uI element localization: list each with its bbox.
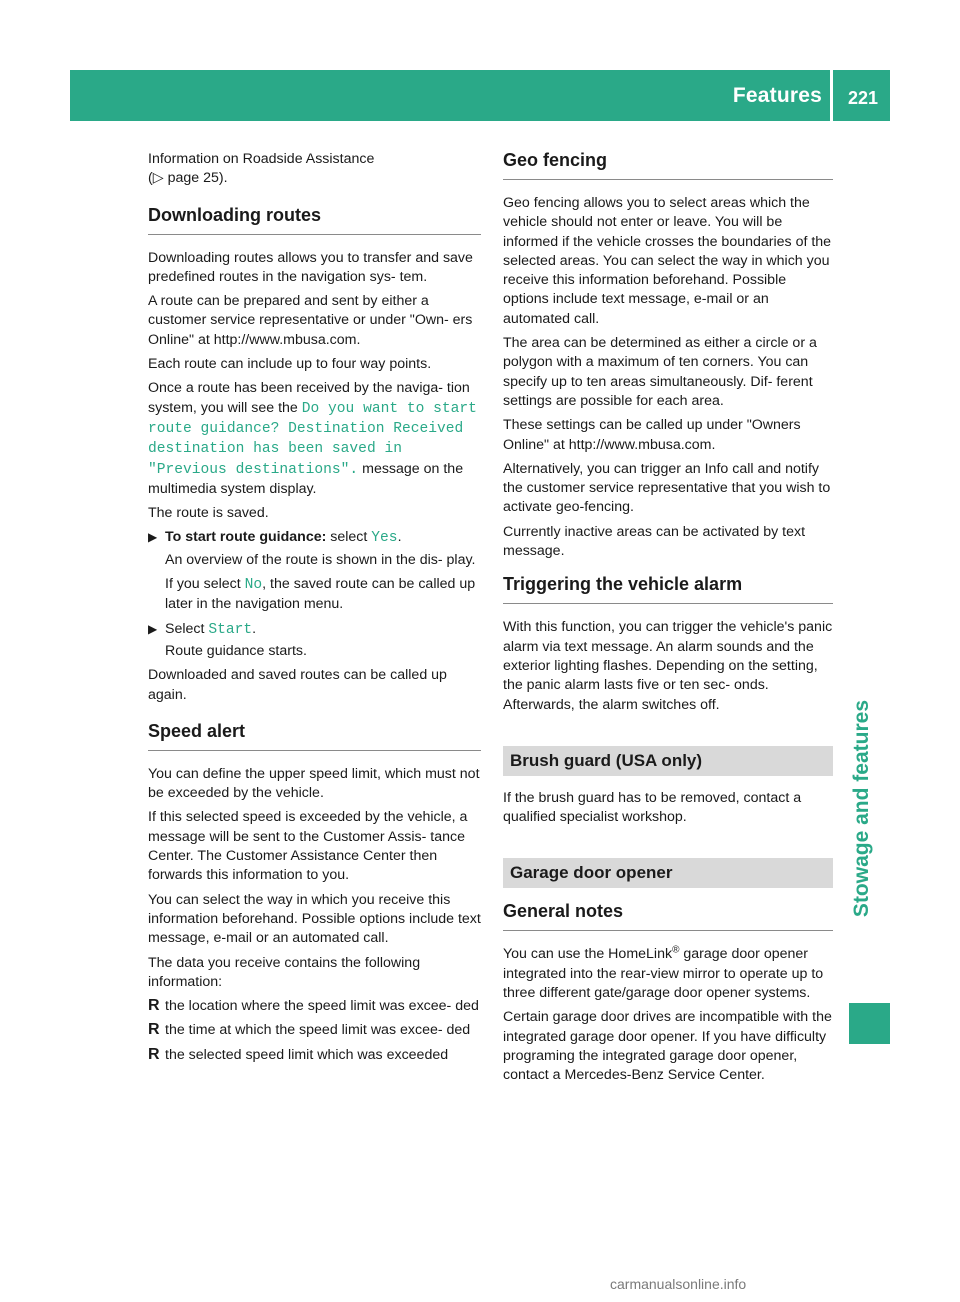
speed-p3: You can select the way in which you receive this information beforehand. Possible options include text message, e-mail or an automated call. (148, 891, 481, 947)
step-arrow-icon: ▶ (148, 621, 158, 636)
step-end: . (397, 529, 402, 546)
downloading-p4-prefix: Once a route has been received by the naviga- tion system, you will see the (148, 380, 470, 416)
garage-p1-suffix: garage door opener integrated into the rear-view mirror to operate up to three different gate/garage door opener systems. (503, 946, 824, 1002)
list-item: R the time at which the speed limit was excee- ded (148, 1021, 471, 1039)
step-end: . (252, 620, 257, 637)
side-tab-marker (849, 1003, 890, 1044)
downloading-p3: Each route can include up to four way points. (148, 356, 432, 373)
geo-p1: Geo fencing allows you to select areas which the vehicle should not enter or leave. You will be informed if the vehicle crosses the boundaries of the selected areas. You can select the way in which you receive this information beforehand. Possible options include text message, e-mail or an automated call. (503, 195, 832, 327)
step-label: To start route guidance: (165, 529, 327, 546)
list-item: R the selected speed limit which was exceeded (148, 1045, 449, 1063)
registered-mark: ® (672, 944, 680, 956)
step-select-start (148, 620, 481, 662)
bullet-icon: R (148, 1021, 160, 1039)
garage-p2: Certain garage door drives are incompatible with the integrated garage door opener. If you have difficulty programing the integrated garage door opener, contact a Mercedes-Benz Service Center. (503, 1009, 832, 1084)
alarm-p1: With this function, you can trigger the vehicle's panic alarm via text message. An alarm sounds and the exterior lighting flashes. Depending on the setting, the panic alarm lasts five or ten sec- onds. Afterwards, the alarm switches off. (503, 619, 833, 713)
step-arrow-icon: ▶ (148, 530, 158, 545)
page-section-title: Features (732, 84, 822, 107)
step-note-suffix: , the saved route can be called up later in the navigation menu. (165, 576, 476, 613)
bullet-icon: R (148, 1045, 160, 1063)
downloading-p2: A route can be prepared and sent by either a customer service representative or under "Own- ers Online" at http://www.mbusa.com. (148, 293, 473, 348)
option-start: Start (208, 621, 253, 638)
downloading-p5: The route is saved. (148, 505, 269, 522)
list-item: R the location where the speed limit was excee- ded (148, 997, 479, 1015)
heading-general-notes: General notes (503, 901, 833, 931)
right-column (503, 150, 833, 1091)
speed-p4: The data you receive contains the following information: (148, 954, 421, 990)
geo-p4: Alternatively, you can trigger an Info call and notify the customer service representative that you wish to activate geo-fencing. (503, 460, 831, 516)
downloading-p4-suffix: message on the multimedia system display. (148, 460, 464, 497)
step-note-prefix: If you select (165, 576, 245, 593)
downloading-p6: Downloaded and saved routes can be called up again. (148, 667, 447, 703)
heading-brush-guard: Brush guard (USA only) (503, 746, 833, 776)
roadside-reference (148, 150, 481, 189)
step-start-route-guidance (148, 528, 481, 614)
heading-downloading-routes: Downloading routes (148, 205, 481, 235)
brush-p1: If the brush guard has to be removed, contact a qualified specialist workshop. (503, 789, 802, 826)
page-ref-arrow-icon: ▷ (152, 170, 164, 187)
step-text: select (326, 529, 372, 546)
downloading-p4 (148, 379, 481, 499)
option-yes: Yes (371, 530, 398, 547)
garage-p1-prefix: You can use the HomeLink (503, 946, 673, 963)
bullet-icon: R (148, 997, 160, 1015)
heading-garage-door-opener: Garage door opener (503, 858, 833, 888)
geo-p5: Currently inactive areas can be activated by text message. (503, 523, 806, 560)
downloading-p1: Downloading routes allows you to transfer and save predefined routes in the navigation sys- tem. (148, 249, 473, 285)
step-result: Route guidance starts. (165, 642, 307, 659)
option-no: No (244, 577, 263, 594)
header-separator (830, 70, 833, 121)
heading-vehicle-alarm: Triggering the vehicle alarm (503, 574, 833, 604)
speed-p1: You can define the upper speed limit, which must not be exceeded by the vehicle. (148, 765, 480, 802)
page-number: 221 (847, 88, 879, 108)
roadside-text: Information on Roadside Assistance (148, 151, 375, 167)
page-ref-link[interactable]: page 25). (163, 170, 228, 187)
garage-p1 (503, 945, 833, 1003)
geo-p2: The area can be determined as either a circle or a polygon with a maximum of ten corners. You can specify up to ten areas simultaneously. Dif- ferent settings are possible for each area. (503, 335, 817, 409)
step-text: Select (165, 620, 209, 637)
left-column (148, 150, 481, 1070)
heading-geo-fencing: Geo fencing (503, 150, 833, 180)
heading-speed-alert: Speed alert (148, 721, 481, 751)
watermark: carmanualsonline.info (610, 1276, 747, 1292)
speed-p2: If this selected speed is exceeded by the vehicle, a message will be sent to the Customer Assis- tance Center. The Customer Assistance Center then forwards this information to you. (148, 809, 468, 884)
geo-p3: These settings can be called up under "Owners Online" at http://www.mbusa.com. (503, 417, 801, 453)
ref-paren: ( (148, 170, 153, 187)
step-result: An overview of the route is shown in the dis- play. (165, 551, 476, 568)
side-section-label: Stowage and features (850, 700, 873, 918)
display-message-text: Do you want to start route guidance? Destination Received destination has been saved in "Previous destinations". (148, 400, 477, 478)
